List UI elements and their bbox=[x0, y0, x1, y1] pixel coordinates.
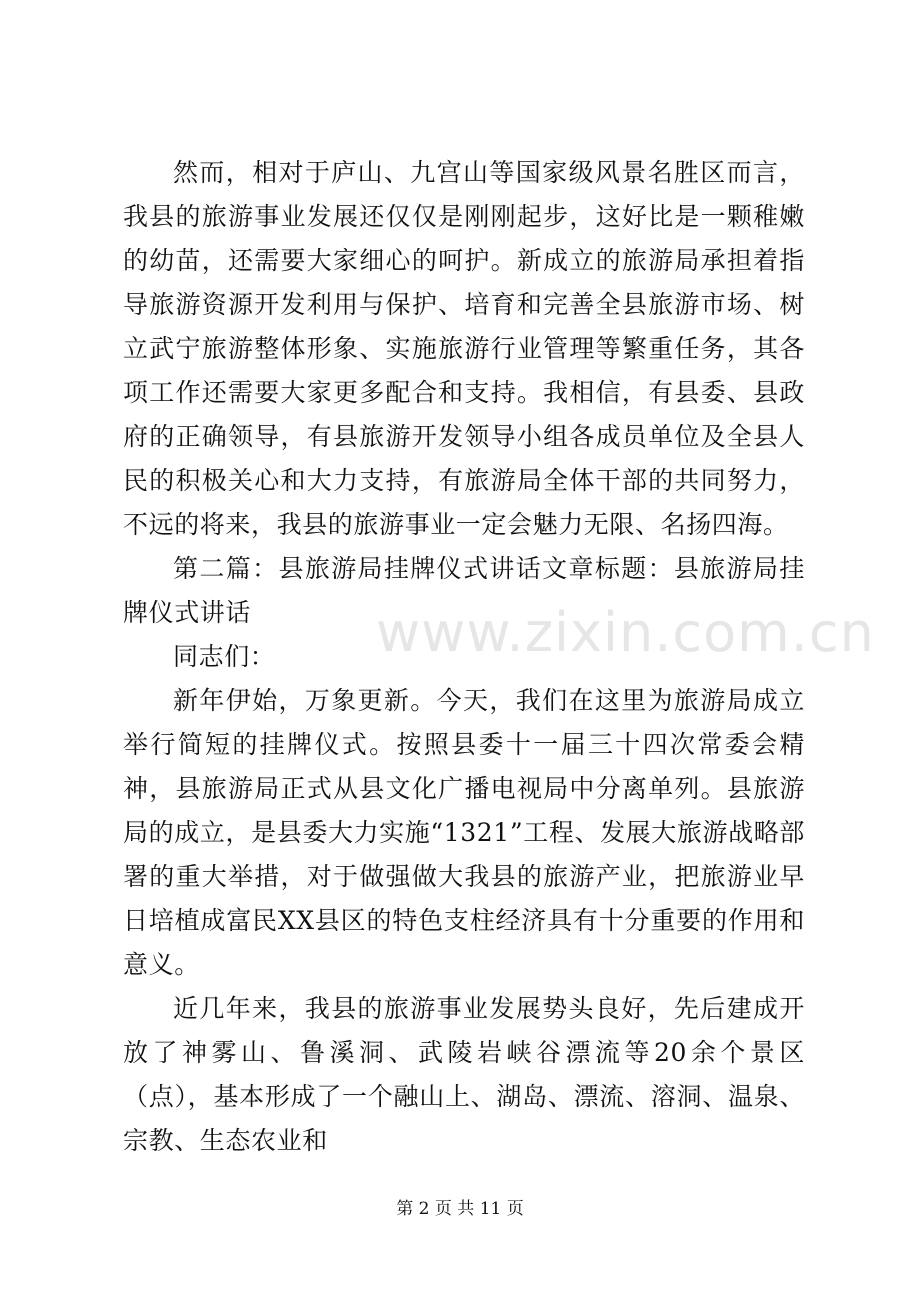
paragraph-2-heading: 第二篇：县旅游局挂牌仪式讲话文章标题：县旅游局挂牌仪式讲话 bbox=[123, 554, 805, 627]
document-body bbox=[123, 151, 805, 1163]
page-footer: 第 2 页 共 11 页 bbox=[396, 1199, 524, 1219]
watermark-text: www.zixin.com.cn bbox=[376, 601, 875, 664]
paragraph-1: 然而，相对于庐山、九宫山等国家级风景名胜区而言，我县的旅游事业发展还仅仅是刚刚起步，这好比是一颗稚嫩的幼苗，还需要大家细心的呵护。新成立的旅游局承担着指导旅游资源开发利用与保护、培育和完善全县旅游市场、树立武宁旅游整体形象、实施旅游行业管理等繁重任务，其各项工作还需要大家更多配合和支持。我相信，有县委、县政府的正确领导，有县旅游开发领导小组各成员单位及全县人民的积极关心和大力支持，有旅游局全体干部的共同努力，不远的将来，我县的旅游事业一定会魅力无限、名扬四海。 bbox=[123, 158, 805, 539]
paragraph-4: 新年伊始，万象更新。今天，我们在这里为旅游局成立举行简短的挂牌仪式。按照县委十一届三十四次常委会精神，县旅游局正式从县文化广播电视局中分离单列。县旅游局的成立，是县委大力实施“1321”工程、发展大旅游战略部署的重大举措，对于做强做大我县的旅游产业，把旅游业早日培植成富民XX县区的特色支柱经济具有十分重要的作用和意义。 bbox=[123, 686, 805, 979]
paragraph-5: 近几年来，我县的旅游事业发展势头良好，先后建成开放了神雾山、鲁溪洞、武陵岩峡谷漂流等20余个景区（点），基本形成了一个融山上、湖岛、漂流、溶洞、温泉、宗教、生态农业和 bbox=[123, 994, 805, 1155]
paragraph-3-salutation: 同志们： bbox=[173, 642, 276, 671]
